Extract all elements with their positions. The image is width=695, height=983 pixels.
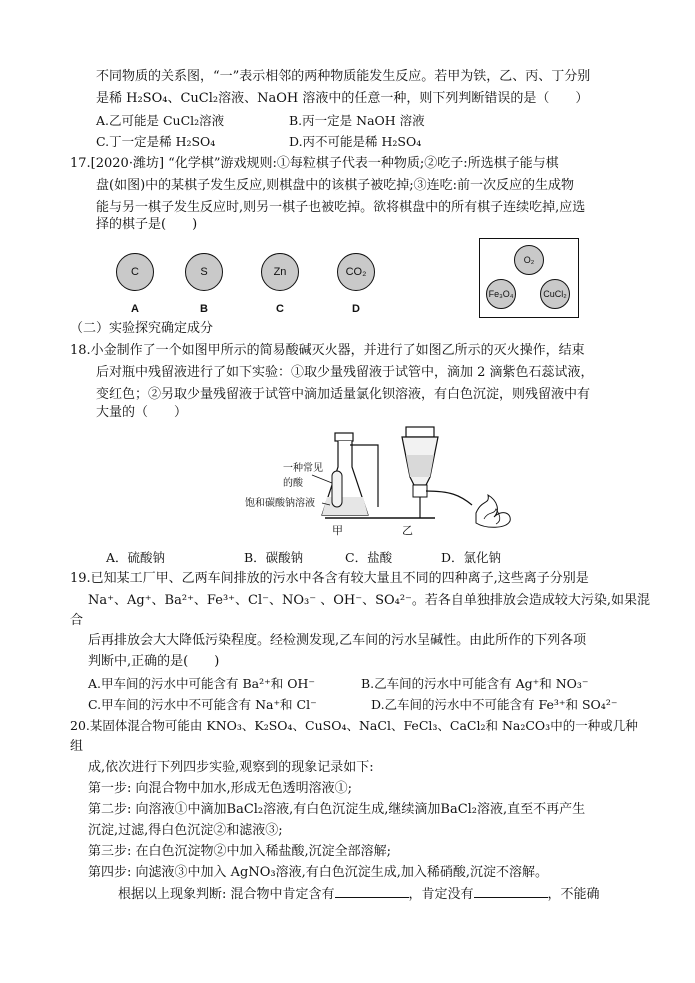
chess-piece-d: CO₂: [337, 253, 375, 291]
q20-step-2b: 沉淀,过滤,得白色沉淀②和滤液③;: [88, 823, 283, 838]
q19-line-4: 后再排放会大大降低污染程度。经检测发现,乙车间的污水呈碱性。由此所作的下列各项: [88, 633, 587, 648]
chess-piece-c: Zn: [261, 253, 299, 291]
figure-label-yi: 乙: [402, 524, 413, 537]
q17-line-3: 能与另一棋子发生反应时,则另一棋子也被吃掉。欲将棋盘中的所有棋子连续吃掉,应选: [96, 200, 586, 215]
board-piece-cucl2: CuCl₂: [540, 279, 570, 309]
figure-label-acid-2: 的酸: [283, 478, 303, 489]
q19-option-c: C.甲车间的污水中不可能含有 Na⁺和 Cl⁻: [88, 697, 317, 712]
q19-option-b: B.乙车间的污水中可能含有 Ag⁺和 NO₃⁻: [361, 676, 589, 691]
section-heading: （二）实验探究确定成分: [70, 321, 214, 336]
answer-blank-2[interactable]: [474, 885, 548, 898]
q20-step-2a: 第二步: 向溶液①中滴加BaCl₂溶液,有白色沉淀生成,继续滴加BaCl₂溶液,直至不再产生: [88, 802, 586, 817]
q20-step-3: 第三步: 在白色沉淀物②中加入稀盐酸,沉淀全部溶解;: [88, 844, 392, 859]
chess-piece-c-label: C: [276, 303, 284, 315]
q20-final-text-b: ，肯定没有: [408, 887, 474, 902]
figure-label-jia: 甲: [332, 524, 343, 537]
q20-final-line: [118, 885, 600, 904]
q18-option-a: A．硫酸钠: [106, 550, 166, 565]
q17-line-1: 17.[2020·潍坊] “化学棋”游戏规则:①每粒棋子代表一种物质;②吃子:所选棋子能与棋: [70, 156, 559, 171]
q20-step-4: 第四步: 向滤液③中加入 AgNO₃溶液,有白色沉淀生成,加入稀硝酸,沉淀不溶解。: [88, 865, 548, 880]
q20-final-text-c: ，不能确: [547, 887, 600, 902]
answer-blank-1[interactable]: [335, 885, 409, 898]
q19-line-1: 19.已知某工厂甲、乙两车间排放的污水中各含有较大量且不同的四种离子,这些离子分别是: [70, 571, 589, 586]
q19-line-2: Na⁺、Ag⁺、Ba²⁺、Fe³⁺、Cl⁻、NO₃⁻ 、OH⁻、SO₄²⁻。若各自单独排放会造成较大污染,如果混: [88, 593, 651, 608]
q16-line-2: 是稀 H₂SO₄、CuCl₂溶液、NaOH 溶液中的任意一种，则下列判断错误的是（ ）: [96, 91, 589, 106]
q19-line-3: 合: [70, 613, 84, 628]
q20-line-3: 成,依次进行下列四步实验,观察到的现象记录如下:: [88, 760, 374, 775]
board-piece-fe3o4: Fe₃O₄: [486, 279, 516, 309]
figure-label-solution: 饱和碳酸钠溶液: [245, 498, 315, 509]
chess-piece-b-label: B: [200, 303, 208, 315]
q19-line-5: 判断中,正确的是( ): [88, 654, 220, 669]
q16-option-d: D.丙不可能是稀 H₂SO₄: [289, 134, 422, 149]
q20-step-1: 第一步: 向混合物中加水,形成无色透明溶液①;: [88, 781, 353, 796]
q18-line-3: 变红色；②另取少量残留液于试管中滴加适量氯化钡溶液，有白色沉淀，则残留液中有: [96, 387, 591, 402]
q20-line-2: 组: [70, 739, 84, 754]
chess-piece-b: S: [185, 253, 223, 291]
q16-option-b: B.丙一定是 NaOH 溶液: [289, 113, 425, 128]
chess-piece-d-label: D: [352, 303, 360, 315]
q18-option-b: B．碳酸钠: [244, 550, 304, 565]
q19-option-d: D.乙车间的污水中不可能含有 Fe³⁺和 SO₄²⁻: [371, 697, 618, 712]
q16-option-a: A.乙可能是 CuCl₂溶液: [96, 113, 225, 128]
q18-option-d: D．氯化钠: [441, 550, 502, 565]
q18-option-c: C．盐酸: [345, 550, 393, 565]
q18-line-1: 18.小金制作了一个如图甲所示的简易酸碱灭火器，并进行了如图乙所示的灭火操作，结束: [70, 343, 585, 358]
q17-line-4: 择的棋子是( ): [96, 217, 198, 232]
q17-line-2: 盘(如图)中的某棋子发生反应,则棋盘中的该棋子被吃掉;③连吃:前一次反应的生成物: [96, 178, 575, 193]
chess-piece-a-label: A: [131, 303, 139, 315]
q16-line-1: 不同物质的关系图，“一”表示相邻的两种物质能发生反应。若甲为铁，乙、丙、丁分别: [96, 69, 591, 84]
q19-option-a: A.甲车间的污水中可能含有 Ba²⁺和 OH⁻: [88, 676, 315, 691]
figure-label-acid-1: 一种常见: [283, 463, 323, 474]
q20-line-1: 20.某固体混合物可能由 KNO₃、K₂SO₄、CuSO₄、NaCl、FeCl₃、CaCl₂和 Na₂CO₃中的一种或几种: [70, 718, 638, 733]
board-piece-o2: O₂: [514, 245, 544, 275]
q18-line-4: 大量的（ ）: [96, 405, 188, 420]
q16-option-c: C.丁一定是稀 H₂SO₄: [96, 134, 216, 149]
q18-line-2: 后对瓶中残留液进行了如下实验：①取少量残留液于试管中，滴加 2 滴紫色石蕊试液，: [96, 365, 594, 380]
chess-piece-a: C: [116, 253, 154, 291]
q20-final-text-a: 根据以上现象判断: 混合物中肯定含有: [118, 887, 335, 902]
chess-board: [479, 238, 579, 318]
